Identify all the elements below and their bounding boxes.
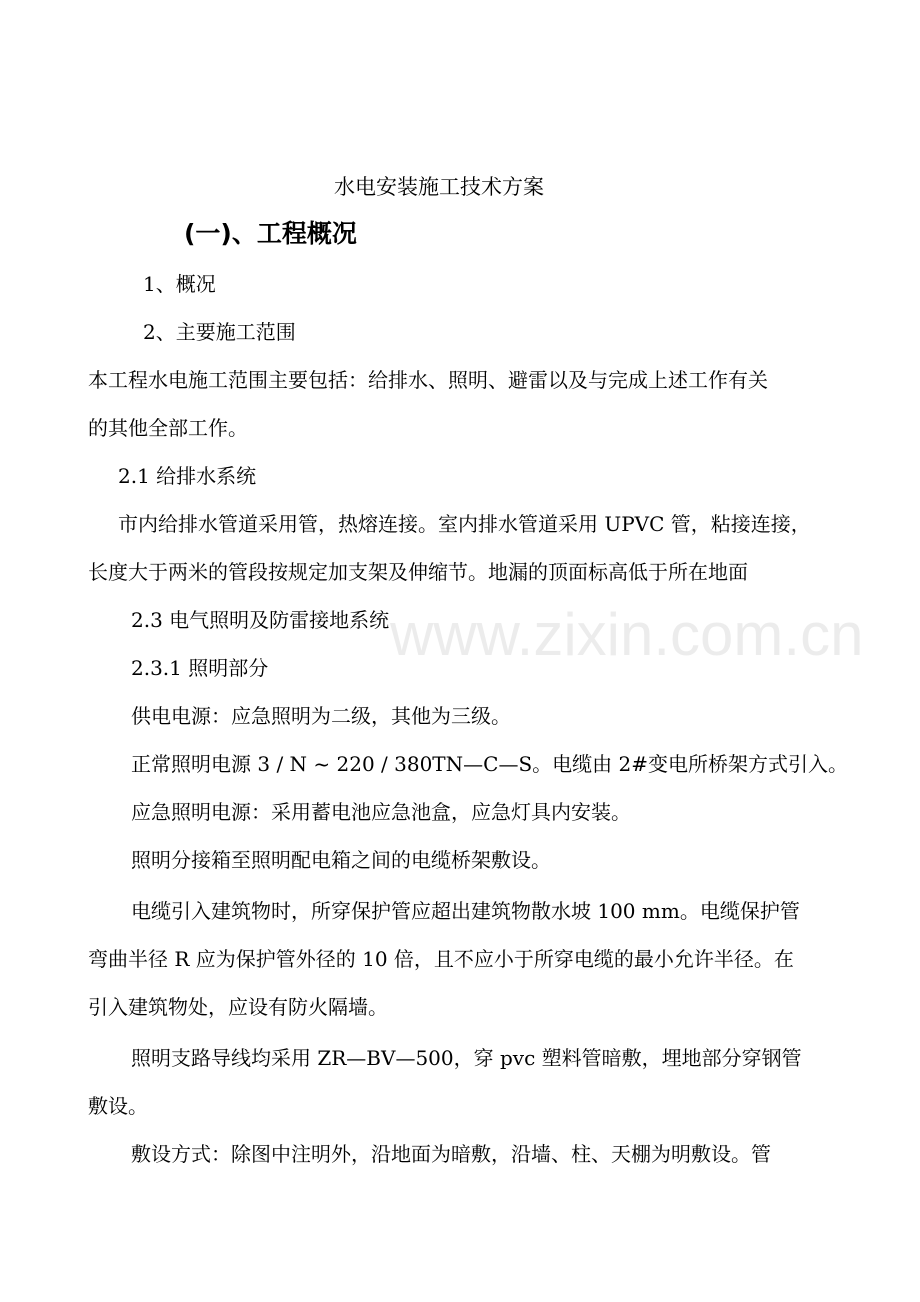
paragraph-line: 敷设方式：除图中注明外，沿地面为暗敷，沿墙、柱、天棚为明敷设。管: [131, 1142, 771, 1166]
paragraph-line: 本工程水电施工范围主要包括：给排水、照明、避雷以及与完成上述工作有关: [88, 368, 768, 392]
paragraph-line: 的其他全部工作。: [88, 416, 248, 440]
paragraph-line: 敷设。: [88, 1094, 148, 1118]
watermark: www.zixin.com.cn: [390, 601, 864, 668]
paragraph-line: 电缆引入建筑物时，所穿保护管应超出建筑物散水坡 100 mm。电缆保护管: [131, 899, 800, 923]
paragraph-line: 引入建筑物处，应设有防火隔墙。: [88, 995, 388, 1019]
document-title: 水电安装施工技术方案: [334, 175, 544, 199]
paragraph-line: 长度大于两米的管段按规定加支架及伸缩节。地漏的顶面标高低于所在地面: [88, 560, 748, 584]
paragraph-line: 2、主要施工范围: [143, 320, 296, 344]
paragraph-line: 照明分接箱至照明配电箱之间的电缆桥架敷设。: [131, 848, 551, 872]
section-heading: (一)、工程概况: [184, 219, 357, 248]
paragraph-line: 弯曲半径 R 应为保护管外径的 10 倍，且不应小于所穿电缆的最小允许半径。在: [88, 947, 794, 971]
paragraph-line: 供电电源：应急照明为二级，其他为三级。: [131, 704, 511, 728]
paragraph-line: 照明支路导线均采用 ZR—BV—500，穿 pvc 塑料管暗敷，埋地部分穿钢管: [131, 1046, 802, 1070]
paragraph-line: 2.1 给排水系统: [118, 464, 257, 488]
paragraph-line: 2.3 电气照明及防雷接地系统: [131, 608, 390, 632]
paragraph-line: 1、概况: [143, 272, 216, 296]
paragraph-line: 市内给排水管道采用管，热熔连接。室内排水管道采用 UPVC 管，粘接连接，: [118, 512, 811, 536]
paragraph-line: 正常照明电源 3 / N ~ 220 / 380TN—C—S。电缆由 2#变电所桥架方式引入。: [131, 752, 848, 776]
paragraph-line: 应急照明电源：采用蓄电池应急池盒，应急灯具内安装。: [131, 800, 631, 824]
paragraph-line: 2.3.1 照明部分: [131, 656, 269, 680]
